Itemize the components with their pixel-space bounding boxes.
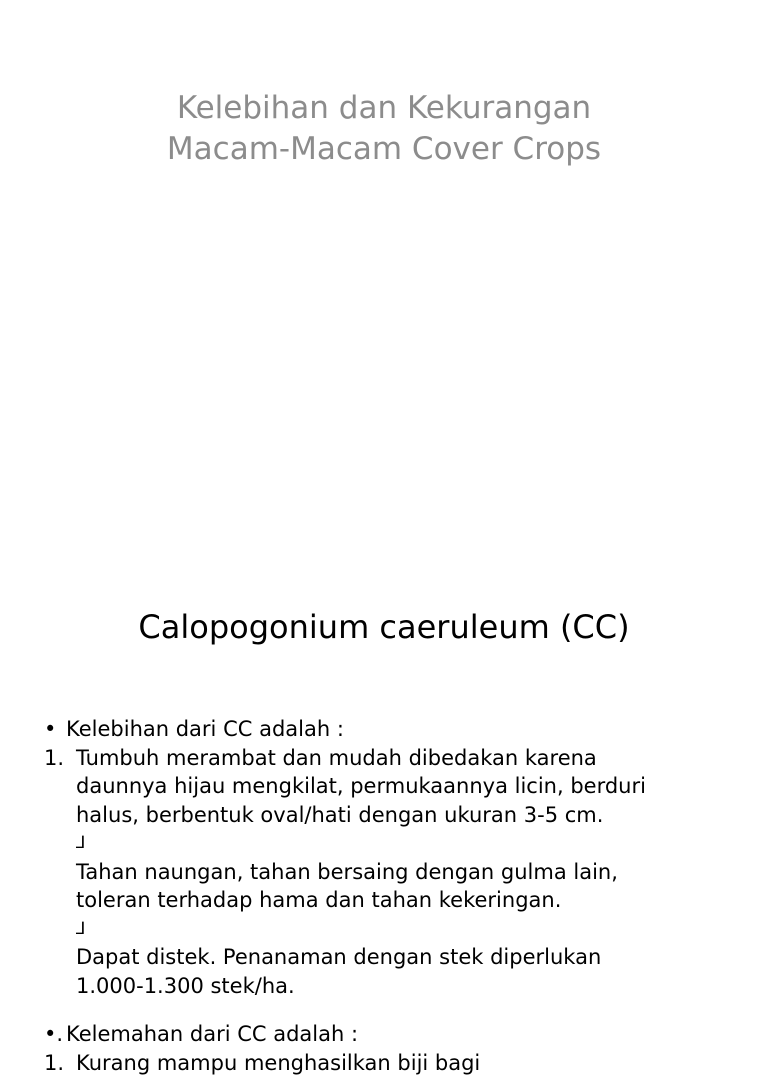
content-body (44, 715, 744, 1077)
bullet-icon: • (44, 715, 66, 744)
list-item-body (76, 744, 744, 1001)
list-number: 1. (44, 744, 76, 773)
section-heading: Calopogonium caeruleum (CC) (0, 606, 768, 648)
kelebihan-label: Kelebihan dari CC adalah : (66, 715, 344, 744)
list-item-line: Kurang mampu menghasilkan biji bagi (76, 1049, 744, 1077)
spacer (44, 1000, 744, 1020)
list-item-line: halus, berbentuk oval/hati dengan ukuran 3-5 cm. (76, 801, 744, 830)
slide-title-line-2: Macam-Macam Cover Crops (0, 129, 768, 170)
list-item-body (76, 1049, 744, 1077)
list-item (44, 744, 744, 1001)
sub-item-line: toleran terhadap hama dan tahan kekeringan. (76, 886, 744, 915)
sub-item-line (76, 915, 744, 972)
sub-item-text: Dapat distek. Penanaman dengan stek diperlukan (76, 943, 744, 972)
slide-title (0, 88, 768, 170)
list-item-line: daunnya hijau mengkilat, permukaannya licin, berduri (76, 772, 744, 801)
list-number: 1. (44, 1049, 76, 1077)
kelemahan-label: Kelemahan dari CC adalah : (66, 1020, 358, 1049)
sub-item-line: 1.000-1.300 stek/ha. (76, 972, 744, 1001)
sub-bullet-icon: ⅃ (76, 915, 740, 944)
sub-bullet-icon: ⅃ (76, 829, 740, 858)
slide-title-line-1: Kelebihan dan Kekurangan (0, 88, 768, 129)
sub-item-text: Tahan naungan, tahan bersaing dengan gulma lain, (76, 858, 744, 887)
bullet-icon: •. (44, 1020, 66, 1049)
bullet-kelemahan (44, 1020, 744, 1049)
list-item (44, 1049, 744, 1077)
list-item-line: Tumbuh merambat dan mudah dibedakan karena (76, 744, 744, 773)
sub-item-line (76, 829, 744, 886)
bullet-kelebihan (44, 715, 744, 744)
